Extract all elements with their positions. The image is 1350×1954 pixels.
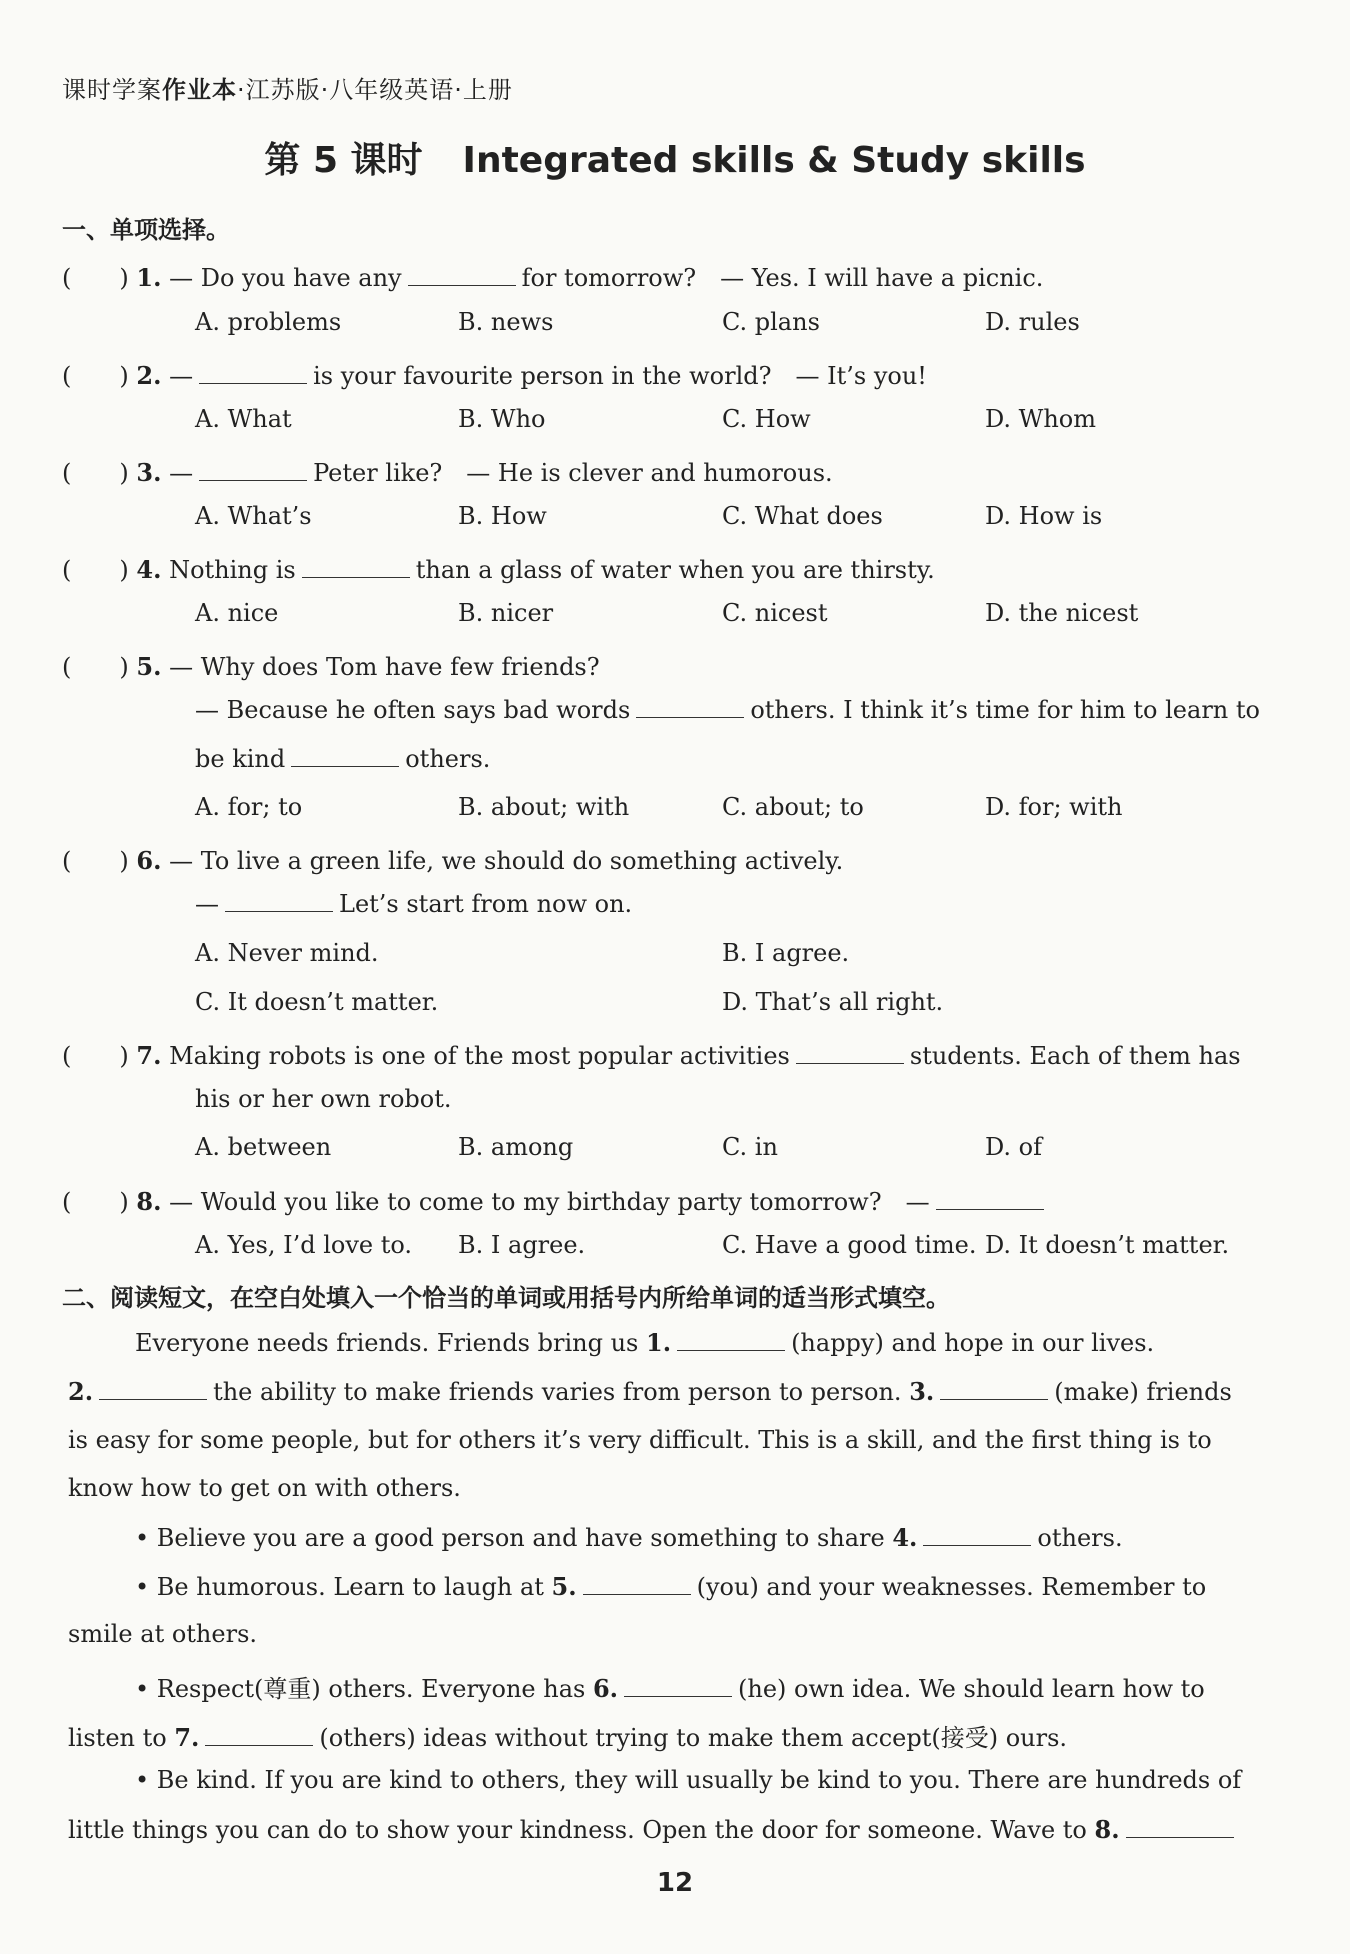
q5-line2: — Because he often says bad words others. I think it’s time for him to learn to [195,696,1260,724]
q3-option-d: D. How is [985,502,1103,530]
passage-blank-2[interactable] [99,1379,207,1400]
header-rest: ·江苏版·八年级英语·上册 [237,76,513,104]
q3-option-a: A. What’s [195,502,312,530]
q7-option-c: C. in [722,1133,778,1161]
lesson-label: 第 5 课时 [264,140,423,181]
header-prefix: 课时学案 [62,76,162,104]
q6-option-b: B. I agree. [722,939,850,967]
answer-blank[interactable] [636,697,744,718]
q1-option-c: C. plans [722,308,820,336]
passage-blank-3[interactable] [940,1379,1048,1400]
passage-line: listen to 7. (others) ideas without trying to make them accept(接受) ours. [68,1723,1068,1752]
lesson-topic: Integrated skills & Study skills [462,140,1086,181]
question-2: ( ) 2. — is your favourite person in the world? — It’s you! [62,361,927,390]
book-header [62,70,513,105]
section1-heading: 一、单项选择。 [62,216,230,244]
q1-option-d: D. rules [985,308,1080,336]
passage-blank-4[interactable] [923,1525,1031,1546]
answer-bracket[interactable]: ( ) [62,264,129,292]
q5-line3: be kind others. [195,745,491,773]
question-4: ( ) 4. Nothing is than a glass of water when you are thirsty. [62,555,935,584]
passage-blank-6[interactable] [624,1676,732,1697]
answer-bracket[interactable]: ( ) [62,362,129,390]
passage-line: Everyone needs friends. Friends bring us 1. (happy) and hope in our lives. [135,1328,1155,1357]
q2-option-b: B. Who [458,405,546,433]
q8-option-d: D. It doesn’t matter. [985,1231,1230,1259]
q4-option-c: C. nicest [722,599,828,627]
q5-option-d: D. for; with [985,793,1123,821]
q2-option-c: C. How [722,405,811,433]
q8-option-a: A. Yes, I’d love to. [195,1231,413,1259]
section2-heading: 二、阅读短文，在空白处填入一个恰当的单词或用括号内所给单词的适当形式填空。 [62,1284,950,1312]
header-bold: 作业本 [162,76,237,104]
question-6: ( ) 6. — To live a green life, we should do something actively. [62,846,844,875]
answer-bracket[interactable]: ( ) [62,1188,129,1216]
answer-bracket[interactable]: ( ) [62,653,129,681]
question-8: ( ) 8. — Would you like to come to my birthday party tomorrow? — [62,1182,1050,1217]
answer-bracket[interactable]: ( ) [62,556,129,584]
answer-blank[interactable] [302,557,410,578]
q7-option-b: B. among [458,1133,574,1161]
answer-bracket[interactable]: ( ) [62,459,129,487]
passage-blank-1[interactable] [677,1330,785,1351]
q3-option-b: B. How [458,502,547,530]
q5-option-b: B. about; with [458,793,630,821]
passage-blank-5[interactable] [583,1574,691,1595]
page-title [0,132,1350,183]
passage-line: 2. the ability to make friends varies from person to person. 3. (make) friends [68,1377,1232,1406]
question-3: ( ) 3. — Peter like? — He is clever and humorous. [62,458,833,487]
q6-line2: — Let’s start from now on. [195,890,633,918]
passage-line: • Respect(尊重) others. Everyone has 6. (he) own idea. We should learn how to [135,1674,1205,1703]
answer-blank[interactable] [199,460,307,481]
q7-line2: his or her own robot. [195,1085,452,1113]
q6-option-c: C. It doesn’t matter. [195,988,439,1016]
passage-blank-7[interactable] [205,1725,313,1746]
passage-line: • Believe you are a good person and have something to share 4. others. [135,1523,1123,1552]
q3-option-c: C. What does [722,502,883,530]
q6-option-a: A. Never mind. [195,939,379,967]
q7-option-a: A. between [195,1133,332,1161]
question-1: ( ) 1. — Do you have any for tomorrow? — Yes. I will have a picnic. [62,263,1044,292]
question-5: ( ) 5. — Why does Tom have few friends? [62,652,600,681]
passage-line: • Be humorous. Learn to laugh at 5. (you) and your weaknesses. Remember to [135,1572,1207,1601]
answer-blank[interactable] [291,746,399,767]
passage-line: know how to get on with others. [68,1474,461,1502]
answer-bracket[interactable]: ( ) [62,1042,129,1070]
answer-blank[interactable] [936,1189,1044,1210]
answer-bracket[interactable]: ( ) [62,847,129,875]
passage-line: little things you can do to show your kindness. Open the door for someone. Wave to 8. [68,1815,1240,1844]
q8-option-b: B. I agree. [458,1231,586,1259]
passage-line: is easy for some people, but for others it’s very difficult. This is a skill, and the first thing is to [68,1426,1212,1454]
q6-option-d: D. That’s all right. [722,988,944,1016]
q2-option-d: D. Whom [985,405,1096,433]
passage-blank-8[interactable] [1126,1817,1234,1838]
answer-blank[interactable] [408,265,516,286]
q5-option-c: C. about; to [722,793,864,821]
q7-option-d: D. of [985,1133,1042,1161]
page-number: 12 [656,1868,694,1898]
q8-option-c: C. Have a good time. [722,1231,977,1259]
question-7: ( ) 7. Making robots is one of the most popular activities students. Each of them has [62,1041,1241,1070]
passage-line: smile at others. [68,1620,258,1648]
q1-option-b: B. news [458,308,554,336]
q2-option-a: A. What [195,405,292,433]
answer-blank[interactable] [796,1043,904,1064]
q1-option-a: A. problems [195,308,342,336]
q4-option-d: D. the nicest [985,599,1139,627]
q4-option-b: B. nicer [458,599,554,627]
q4-option-a: A. nice [195,599,279,627]
q5-option-a: A. for; to [195,793,303,821]
passage-line: • Be kind. If you are kind to others, they will usually be kind to you. There are hundreds of [135,1766,1242,1794]
answer-blank[interactable] [225,891,333,912]
answer-blank[interactable] [199,363,307,384]
